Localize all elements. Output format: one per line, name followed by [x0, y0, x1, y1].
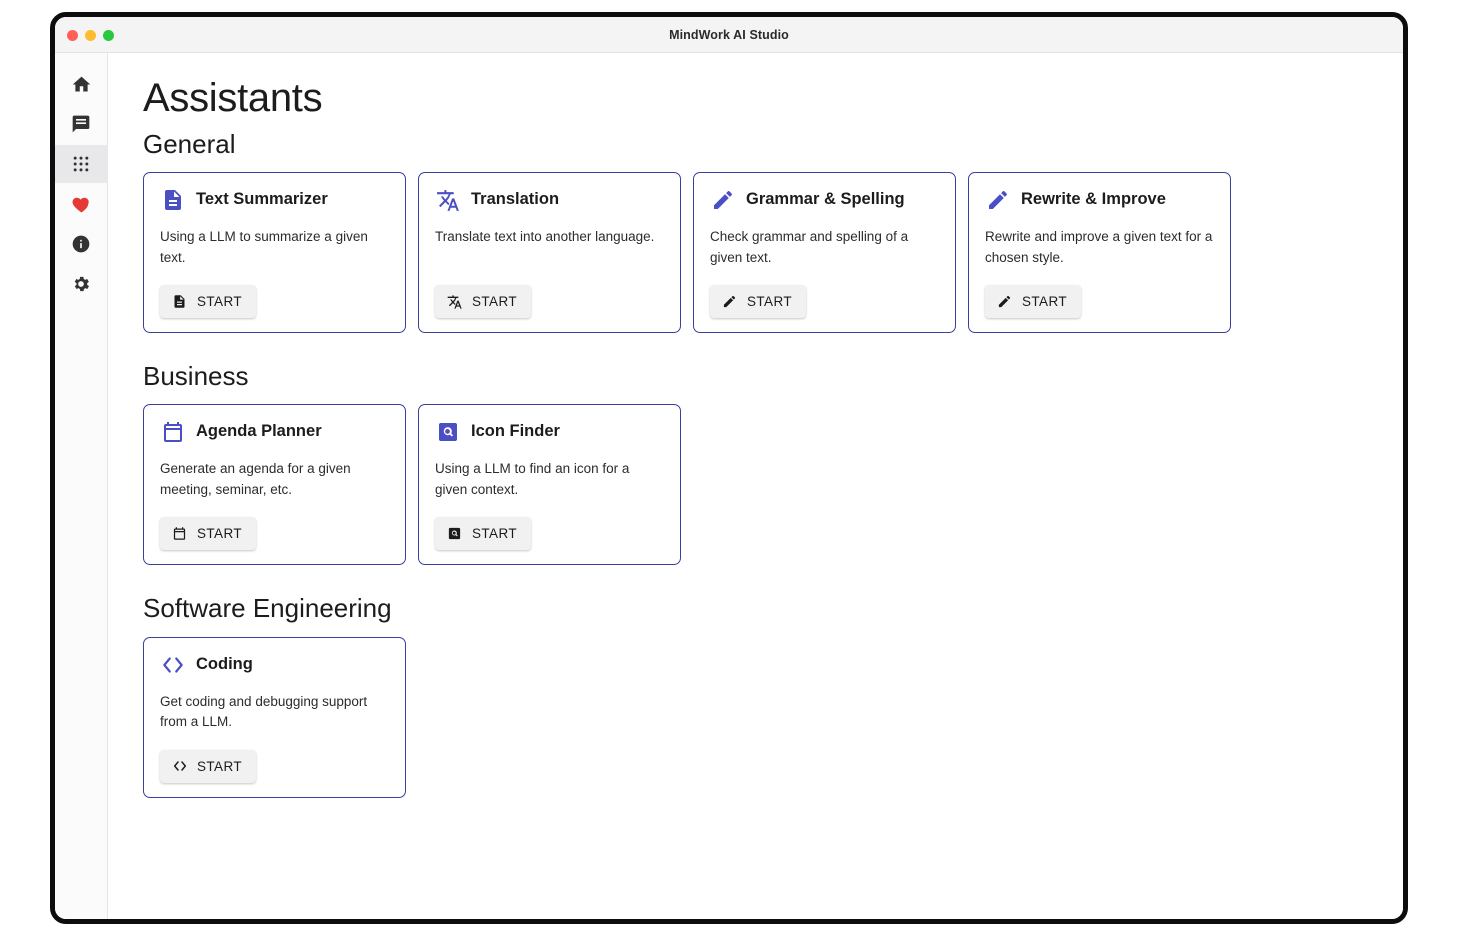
- assistant-card-icon-finder[interactable]: [418, 404, 681, 565]
- document-text-icon: [160, 187, 186, 213]
- calendar-icon: [160, 419, 186, 445]
- start-button-rewrite-improve[interactable]: [985, 285, 1081, 318]
- code-brackets-icon: [160, 652, 186, 678]
- minimize-window-button[interactable]: [85, 30, 96, 41]
- card-header: [160, 419, 389, 445]
- app-window: [50, 12, 1408, 924]
- start-button-label: START: [197, 526, 243, 542]
- assistant-card-translation[interactable]: [418, 172, 681, 333]
- start-button-agenda-planner[interactable]: [160, 517, 256, 550]
- card-description: Using a LLM to find an icon for a given context.: [435, 461, 630, 498]
- card-description: Generate an agenda for a given meeting, seminar, etc.: [160, 461, 351, 498]
- window-title: MindWork AI Studio: [669, 27, 789, 42]
- card-header: [435, 419, 664, 445]
- start-button-label: START: [747, 294, 793, 310]
- pencil-icon: [721, 293, 738, 310]
- info-icon: [71, 234, 91, 254]
- pencil-icon: [710, 187, 736, 213]
- sidebar-item-assistants[interactable]: [55, 145, 108, 183]
- start-button-label: START: [197, 294, 243, 310]
- image-search-icon: [435, 419, 461, 445]
- start-button-text-summarizer[interactable]: [160, 285, 256, 318]
- card-header: [160, 652, 389, 678]
- sidebar-item-chat[interactable]: [55, 105, 108, 143]
- main-content: [108, 53, 1403, 919]
- assistant-card-text-summarizer[interactable]: [143, 172, 406, 333]
- code-brackets-icon: [171, 758, 188, 775]
- home-icon: [71, 74, 92, 95]
- card-title: Translation: [471, 190, 560, 209]
- maximize-window-button[interactable]: [103, 30, 114, 41]
- document-text-icon: [171, 293, 188, 310]
- gear-icon: [71, 274, 91, 294]
- card-title: Agenda Planner: [196, 422, 322, 441]
- start-button-label: START: [197, 758, 243, 774]
- card-description: Check grammar and spelling of a given text.: [710, 229, 909, 266]
- close-window-button[interactable]: [67, 30, 78, 41]
- chat-bubble-icon: [71, 114, 91, 134]
- section-title-general: General: [143, 129, 236, 159]
- start-button-label: START: [472, 294, 518, 310]
- calendar-icon: [171, 525, 188, 542]
- assistant-card-row-general: [143, 172, 1373, 333]
- assistant-card-row-business: [143, 404, 1373, 565]
- card-header: [435, 187, 664, 213]
- assistant-card-coding[interactable]: [143, 637, 406, 798]
- sidebar-item-about[interactable]: [55, 225, 108, 263]
- window-titlebar: [55, 17, 1403, 53]
- assistant-card-agenda-planner[interactable]: [143, 404, 406, 565]
- card-title: Rewrite & Improve: [1021, 190, 1166, 209]
- card-description: Translate text into another language.: [435, 229, 655, 245]
- card-title: Coding: [196, 654, 253, 673]
- card-description: Get coding and debugging support from a LLM.: [160, 693, 368, 730]
- start-button-grammar-spelling[interactable]: [710, 285, 806, 318]
- card-title: Grammar & Spelling: [746, 190, 905, 209]
- page-title: Assistants: [143, 76, 323, 120]
- section-title-business: Business: [143, 361, 249, 392]
- image-search-icon: [446, 525, 463, 542]
- card-title: Icon Finder: [471, 422, 560, 441]
- sidebar-item-supporters[interactable]: [55, 185, 108, 223]
- translate-icon: [446, 293, 463, 310]
- assistant-card-rewrite-improve[interactable]: [968, 172, 1231, 333]
- card-title: Text Summarizer: [196, 190, 328, 209]
- start-button-coding[interactable]: [160, 750, 256, 783]
- start-button-label: START: [472, 526, 518, 542]
- assistant-card-grammar-spelling[interactable]: [693, 172, 956, 333]
- card-header: [985, 187, 1214, 213]
- card-description: Rewrite and improve a given text for a chosen style.: [985, 229, 1213, 266]
- start-button-translation[interactable]: [435, 285, 531, 318]
- sidebar-nav: [55, 53, 108, 919]
- window-controls[interactable]: [67, 17, 114, 53]
- start-button-icon-finder[interactable]: [435, 517, 531, 550]
- pencil-icon: [985, 187, 1011, 213]
- card-header: [710, 187, 939, 213]
- sidebar-item-settings[interactable]: [55, 265, 108, 303]
- card-header: [160, 187, 389, 213]
- start-button-label: START: [1022, 294, 1068, 310]
- sidebar-item-home[interactable]: [55, 65, 108, 103]
- card-description: Using a LLM to summarize a given text.: [160, 229, 368, 266]
- pencil-icon: [996, 293, 1013, 310]
- assistant-card-row-software-engineering: [143, 637, 1373, 798]
- heart-icon: [71, 194, 92, 215]
- window-body: [55, 53, 1403, 919]
- translate-icon: [435, 187, 461, 213]
- section-title-software-engineering: Software Engineering: [143, 593, 392, 624]
- apps-grid-icon: [71, 154, 91, 174]
